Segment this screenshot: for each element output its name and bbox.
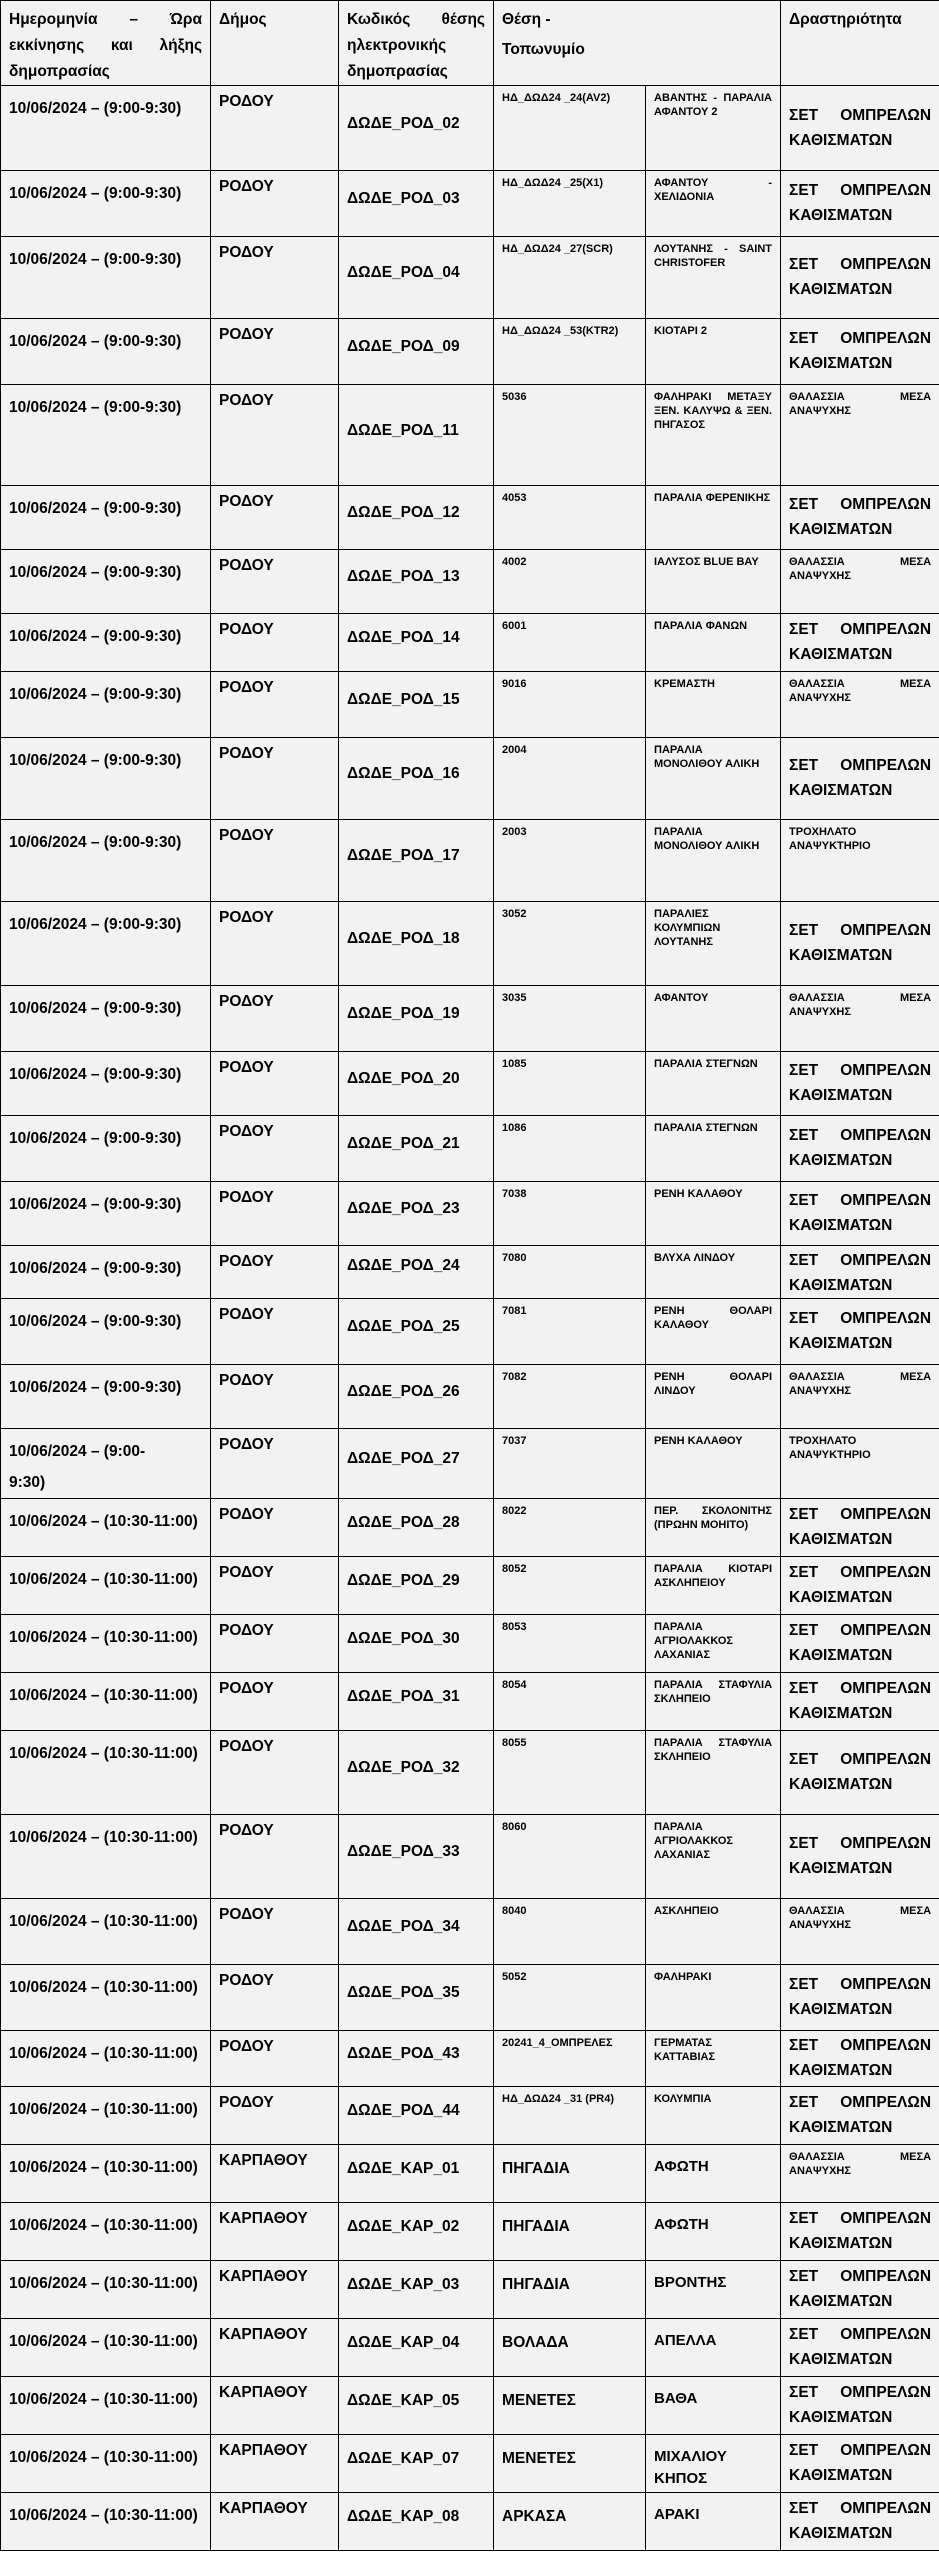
cell-date: 10/06/2024 – (10:30-11:00) [1, 2145, 211, 2203]
cell-activity: ΣΕΤ ΟΜΠΡΕΛΩΝ ΚΑΘΙΣΜΑΤΩΝ [781, 2493, 939, 2551]
cell-place: ΠΑΡΑΛΙΑ ΣΤΕΓΝΩΝ [646, 1052, 781, 1116]
cell-code: ΔΩΔΕ_ΡΟΔ_03 [339, 171, 494, 237]
cell-municipality: ΡΟΔΟΥ [211, 1052, 339, 1116]
cell-municipality: ΡΟΔΟΥ [211, 738, 339, 820]
cell-position: 20241_4_ΟΜΠΡΕΛΕΣ [494, 2031, 646, 2087]
cell-code: ΔΩΔΕ_ΡΟΔ_27 [339, 1429, 494, 1499]
cell-place: ΛΟΥΤΑΝΗΣ - SAINT CHRISTOFER [646, 237, 781, 319]
cell-position: 9016 [494, 672, 646, 738]
table-row [1, 986, 939, 1052]
cell-date: 10/06/2024 – (10:30-11:00) [1, 1815, 211, 1899]
cell-code: ΔΩΔΕ_ΚΑΡ_02 [339, 2203, 494, 2261]
cell-activity: ΣΕΤ ΟΜΠΡΕΛΩΝ ΚΑΘΙΣΜΑΤΩΝ [781, 319, 939, 385]
cell-date: 10/06/2024 – (10:30-11:00) [1, 2203, 211, 2261]
table-row [1, 1557, 939, 1615]
cell-position: 5036 [494, 385, 646, 486]
cell-municipality: ΡΟΔΟΥ [211, 1499, 339, 1557]
cell-municipality: ΡΟΔΟΥ [211, 1299, 339, 1365]
cell-place: ΓΕΡΜΑΤΑΣ ΚΑΤΤΑΒΙΑΣ [646, 2031, 781, 2087]
table-row [1, 1673, 939, 1731]
table-row [1, 1899, 939, 1965]
cell-activity: ΣΕΤ ΟΜΠΡΕΛΩΝ ΚΑΘΙΣΜΑΤΩΝ [781, 2261, 939, 2319]
header-date: Ημερομηνία – Ώρα εκκίνησης και λήξης δημοπρασίας [1, 1, 211, 86]
cell-place: ΠΑΡΑΛΙΑ ΜΟΝΟΛΙΘΟΥ ΑΛΙΚΗ [646, 738, 781, 820]
table-row [1, 2377, 939, 2435]
cell-activity: ΣΕΤ ΟΜΠΡΕΛΩΝ ΚΑΘΙΣΜΑΤΩΝ [781, 1965, 939, 2031]
cell-date: 10/06/2024 – (10:30-11:00) [1, 1965, 211, 2031]
cell-activity: ΘΑΛΑΣΣΙΑ ΜΕΣΑ ΑΝΑΨΥΧΗΣ [781, 672, 939, 738]
cell-activity: ΣΕΤ ΟΜΠΡΕΛΩΝ ΚΑΘΙΣΜΑΤΩΝ [781, 2203, 939, 2261]
cell-position: 4002 [494, 550, 646, 614]
table-row [1, 550, 939, 614]
cell-activity: ΣΕΤ ΟΜΠΡΕΛΩΝ ΚΑΘΙΣΜΑΤΩΝ [781, 2377, 939, 2435]
table-row [1, 2435, 939, 2493]
cell-activity: ΘΑΛΑΣΣΙΑ ΜΕΣΑ ΑΝΑΨΥΧΗΣ [781, 385, 939, 486]
table-row [1, 672, 939, 738]
cell-code: ΔΩΔΕ_ΡΟΔ_12 [339, 486, 494, 550]
cell-date: 10/06/2024 – (10:30-11:00) [1, 1499, 211, 1557]
header-activity: Δραστηριότητα [781, 1, 939, 86]
cell-place: ΑΦΑΝΤΟΥ - ΧΕΛΙΔΟΝΙΑ [646, 171, 781, 237]
cell-place: ΠΑΡΑΛΙΑ ΜΟΝΟΛΙΘΟΥ ΑΛΙΚΗ [646, 820, 781, 902]
cell-municipality: ΡΟΔΟΥ [211, 820, 339, 902]
cell-municipality: ΡΟΔΟΥ [211, 2031, 339, 2087]
cell-position: ΗΔ_ΔΩΔ24 _25(X1) [494, 171, 646, 237]
cell-place: ΒΑΘΑ [646, 2377, 781, 2435]
cell-position: ΒΟΛΑΔΑ [494, 2319, 646, 2377]
cell-activity: ΘΑΛΑΣΣΙΑ ΜΕΣΑ ΑΝΑΨΥΧΗΣ [781, 1899, 939, 1965]
cell-position: 7081 [494, 1299, 646, 1365]
cell-position: 3035 [494, 986, 646, 1052]
cell-date: 10/06/2024 – (9:00-9:30) [1, 1246, 211, 1299]
cell-municipality: ΡΟΔΟΥ [211, 902, 339, 986]
cell-place: ΡΕΝΗ ΚΑΛΑΘΟΥ [646, 1429, 781, 1499]
cell-activity: ΣΕΤ ΟΜΠΡΕΛΩΝ ΚΑΘΙΣΜΑΤΩΝ [781, 902, 939, 986]
cell-code: ΔΩΔΕ_ΚΑΡ_03 [339, 2261, 494, 2319]
cell-municipality: ΡΟΔΟΥ [211, 1182, 339, 1246]
cell-date: 10/06/2024 – (10:30-11:00) [1, 1557, 211, 1615]
table-row [1, 1246, 939, 1299]
cell-municipality: ΚΑΡΠΑΘΟΥ [211, 2377, 339, 2435]
cell-code: ΔΩΔΕ_ΡΟΔ_35 [339, 1965, 494, 2031]
cell-municipality: ΡΟΔΟΥ [211, 1246, 339, 1299]
cell-date: 10/06/2024 – (9:00-9:30) [1, 738, 211, 820]
cell-activity: ΣΕΤ ΟΜΠΡΕΛΩΝ ΚΑΘΙΣΜΑΤΩΝ [781, 1731, 939, 1815]
cell-municipality: ΡΟΔΟΥ [211, 2087, 339, 2145]
cell-position: ΜΕΝΕΤΕΣ [494, 2377, 646, 2435]
cell-date: 10/06/2024 – (9:00- 9:30) [1, 1429, 211, 1499]
cell-place: ΠΕΡ. ΣΚΟΛΟΝΙΤΗΣ (ΠΡΩΗΝ ΜΟΗΙΤΟ) [646, 1499, 781, 1557]
cell-date: 10/06/2024 – (9:00-9:30) [1, 1116, 211, 1182]
cell-place: ΑΦΩΤΗ [646, 2203, 781, 2261]
cell-date: 10/06/2024 – (10:30-11:00) [1, 1673, 211, 1731]
cell-place: ΠΑΡΑΛΙΑ ΦΑΝΩΝ [646, 614, 781, 672]
cell-code: ΔΩΔΕ_ΡΟΔ_34 [339, 1899, 494, 1965]
cell-code: ΔΩΔΕ_ΚΑΡ_07 [339, 2435, 494, 2493]
cell-date: 10/06/2024 – (9:00-9:30) [1, 319, 211, 385]
cell-position: 8040 [494, 1899, 646, 1965]
cell-code: ΔΩΔΕ_ΡΟΔ_33 [339, 1815, 494, 1899]
cell-place: ΑΦΩΤΗ [646, 2145, 781, 2203]
cell-code: ΔΩΔΕ_ΡΟΔ_23 [339, 1182, 494, 1246]
table-row [1, 2319, 939, 2377]
cell-place: ΑΦΑΝΤΟΥ [646, 986, 781, 1052]
cell-date: 10/06/2024 – (10:30-11:00) [1, 1899, 211, 1965]
cell-code: ΔΩΔΕ_ΡΟΔ_44 [339, 2087, 494, 2145]
cell-code: ΔΩΔΕ_ΡΟΔ_28 [339, 1499, 494, 1557]
cell-place: ΑΣΚΛΗΠΕΙΟ [646, 1899, 781, 1965]
cell-place: ΠΑΡΑΛΙΑ ΣΤΕΓΝΩΝ [646, 1116, 781, 1182]
cell-activity: ΘΑΛΑΣΣΙΑ ΜΕΣΑ ΑΝΑΨΥΧΗΣ [781, 1365, 939, 1429]
header-municipality: Δήμος [211, 1, 339, 86]
table-row [1, 2493, 939, 2551]
cell-position: ΗΔ_ΔΩΔ24 _31 (PR4) [494, 2087, 646, 2145]
table-row [1, 2145, 939, 2203]
cell-code: ΔΩΔΕ_ΡΟΔ_17 [339, 820, 494, 902]
cell-activity: ΣΕΤ ΟΜΠΡΕΛΩΝ ΚΑΘΙΣΜΑΤΩΝ [781, 2031, 939, 2087]
cell-place: ΦΑΛΗΡΑΚΙ [646, 1965, 781, 2031]
cell-date: 10/06/2024 – (9:00-9:30) [1, 86, 211, 171]
cell-position: 2003 [494, 820, 646, 902]
header-code: Κωδικός θέσης ηλεκτρονικής δημοπρασίας [339, 1, 494, 86]
cell-place: ΠΑΡΑΛΙΑ ΚΙΟΤΑΡΙ ΑΣΚΛΗΠΕΙΟΥ [646, 1557, 781, 1615]
cell-code: ΔΩΔΕ_ΚΑΡ_01 [339, 2145, 494, 2203]
cell-municipality: ΡΟΔΟΥ [211, 986, 339, 1052]
cell-municipality: ΚΑΡΠΑΘΟΥ [211, 2203, 339, 2261]
cell-place: ΑΡΑΚΙ [646, 2493, 781, 2551]
cell-code: ΔΩΔΕ_ΡΟΔ_13 [339, 550, 494, 614]
table-row [1, 1429, 939, 1499]
table-row [1, 1815, 939, 1899]
cell-date: 10/06/2024 – (9:00-9:30) [1, 1365, 211, 1429]
cell-municipality: ΡΟΔΟΥ [211, 486, 339, 550]
cell-activity: ΘΑΛΑΣΣΙΑ ΜΕΣΑ ΑΝΑΨΥΧΗΣ [781, 2145, 939, 2203]
cell-place: ΠΑΡΑΛΙΑ ΦΕΡΕΝΙΚΗΣ [646, 486, 781, 550]
table-header-row [1, 1, 939, 86]
cell-municipality: ΡΟΔΟΥ [211, 614, 339, 672]
cell-activity: ΣΕΤ ΟΜΠΡΕΛΩΝ ΚΑΘΙΣΜΑΤΩΝ [781, 1615, 939, 1673]
cell-date: 10/06/2024 – (10:30-11:00) [1, 1731, 211, 1815]
cell-date: 10/06/2024 – (10:30-11:00) [1, 2261, 211, 2319]
table-row [1, 1182, 939, 1246]
cell-place: ΚΙΟΤΑΡΙ 2 [646, 319, 781, 385]
cell-place: ΑΒΑΝΤΗΣ - ΠΑΡΑΛΙΑ ΑΦΑΝΤΟΥ 2 [646, 86, 781, 171]
cell-date: 10/06/2024 – (10:30-11:00) [1, 2031, 211, 2087]
table-row [1, 237, 939, 319]
cell-date: 10/06/2024 – (9:00-9:30) [1, 902, 211, 986]
cell-code: ΔΩΔΕ_ΡΟΔ_32 [339, 1731, 494, 1815]
cell-municipality: ΡΟΔΟΥ [211, 1365, 339, 1429]
cell-municipality: ΡΟΔΟΥ [211, 1615, 339, 1673]
table-row [1, 2203, 939, 2261]
cell-code: ΔΩΔΕ_ΡΟΔ_29 [339, 1557, 494, 1615]
table-row [1, 1965, 939, 2031]
cell-code: ΔΩΔΕ_ΡΟΔ_09 [339, 319, 494, 385]
table-row [1, 2087, 939, 2145]
table-row [1, 820, 939, 902]
cell-place: ΒΛΥΧΑ ΛΙΝΔΟΥ [646, 1246, 781, 1299]
cell-position: ΠΗΓΑΔΙΑ [494, 2145, 646, 2203]
table-row [1, 614, 939, 672]
table-row [1, 2261, 939, 2319]
cell-code: ΔΩΔΕ_ΡΟΔ_04 [339, 237, 494, 319]
cell-municipality: ΚΑΡΠΑΘΟΥ [211, 2435, 339, 2493]
cell-place: ΑΠΕΛΛΑ [646, 2319, 781, 2377]
cell-place: ΠΑΡΑΛΙΑ ΑΓΡΙΟΛΑΚΚΟΣ ΛΑΧΑΝΙΑΣ [646, 1615, 781, 1673]
cell-date: 10/06/2024 – (10:30-11:00) [1, 2377, 211, 2435]
cell-date: 10/06/2024 – (10:30-11:00) [1, 2493, 211, 2551]
cell-code: ΔΩΔΕ_ΡΟΔ_31 [339, 1673, 494, 1731]
cell-activity: ΣΕΤ ΟΜΠΡΕΛΩΝ ΚΑΘΙΣΜΑΤΩΝ [781, 1052, 939, 1116]
cell-activity: ΣΕΤ ΟΜΠΡΕΛΩΝ ΚΑΘΙΣΜΑΤΩΝ [781, 1246, 939, 1299]
cell-date: 10/06/2024 – (9:00-9:30) [1, 385, 211, 486]
cell-activity: ΣΕΤ ΟΜΠΡΕΛΩΝ ΚΑΘΙΣΜΑΤΩΝ [781, 1815, 939, 1899]
cell-municipality: ΡΟΔΟΥ [211, 171, 339, 237]
cell-position: 3052 [494, 902, 646, 986]
cell-place: ΜΙΧΑΛΙΟΥ ΚΗΠΟΣ [646, 2435, 781, 2493]
table-row [1, 738, 939, 820]
table-row [1, 1299, 939, 1365]
cell-municipality: ΡΟΔΟΥ [211, 86, 339, 171]
cell-place: ΠΑΡΑΛΙΑ ΣΤΑΦΥΛΙΑ ΣΚΛΗΠΕΙΟ [646, 1731, 781, 1815]
cell-code: ΔΩΔΕ_ΡΟΔ_18 [339, 902, 494, 986]
cell-date: 10/06/2024 – (9:00-9:30) [1, 486, 211, 550]
cell-municipality: ΡΟΔΟΥ [211, 1815, 339, 1899]
cell-municipality: ΡΟΔΟΥ [211, 550, 339, 614]
cell-municipality: ΡΟΔΟΥ [211, 237, 339, 319]
cell-activity: ΣΕΤ ΟΜΠΡΕΛΩΝ ΚΑΘΙΣΜΑΤΩΝ [781, 486, 939, 550]
cell-activity: ΣΕΤ ΟΜΠΡΕΛΩΝ ΚΑΘΙΣΜΑΤΩΝ [781, 1299, 939, 1365]
table-row [1, 2031, 939, 2087]
cell-place: ΠΑΡΑΛΙΑ ΑΓΡΙΟΛΑΚΚΟΣ ΛΑΧΑΝΙΑΣ [646, 1815, 781, 1899]
cell-municipality: ΡΟΔΟΥ [211, 1557, 339, 1615]
cell-position: 8053 [494, 1615, 646, 1673]
cell-position: 8054 [494, 1673, 646, 1731]
cell-place: ΙΑΛΥΣΟΣ BLUE BAY [646, 550, 781, 614]
cell-municipality: ΚΑΡΠΑΘΟΥ [211, 2145, 339, 2203]
cell-position: 7037 [494, 1429, 646, 1499]
cell-place: ΠΑΡΑΛΙΕΣ ΚΟΛΥΜΠΙΩΝ ΛΟΥΤΑΝΗΣ [646, 902, 781, 986]
cell-code: ΔΩΔΕ_ΡΟΔ_20 [339, 1052, 494, 1116]
cell-position: ΜΕΝΕΤΕΣ [494, 2435, 646, 2493]
table-row [1, 1116, 939, 1182]
cell-place: ΡΕΝΗ ΘΟΛΑΡΙ ΚΑΛΑΘΟΥ [646, 1299, 781, 1365]
cell-municipality: ΡΟΔΟΥ [211, 672, 339, 738]
table-row [1, 1615, 939, 1673]
cell-code: ΔΩΔΕ_ΡΟΔ_11 [339, 385, 494, 486]
table-row [1, 319, 939, 385]
cell-date: 10/06/2024 – (9:00-9:30) [1, 820, 211, 902]
cell-code: ΔΩΔΕ_ΡΟΔ_30 [339, 1615, 494, 1673]
cell-position: ΠΗΓΑΔΙΑ [494, 2203, 646, 2261]
table-row [1, 486, 939, 550]
cell-activity: ΣΕΤ ΟΜΠΡΕΛΩΝ ΚΑΘΙΣΜΑΤΩΝ [781, 1116, 939, 1182]
cell-municipality: ΡΟΔΟΥ [211, 385, 339, 486]
cell-date: 10/06/2024 – (9:00-9:30) [1, 237, 211, 319]
cell-place: ΠΑΡΑΛΙΑ ΣΤΑΦΥΛΙΑ ΣΚΛΗΠΕΙΟ [646, 1673, 781, 1731]
cell-place: ΦΑΛΗΡΑΚΙ ΜΕΤΑΞΥ ΞΕΝ. ΚΑΛΥΨΩ & ΞΕΝ. ΠΗΓΑΣΟΣ [646, 385, 781, 486]
cell-place: ΡΕΝΗ ΚΑΛΑΘΟΥ [646, 1182, 781, 1246]
cell-code: ΔΩΔΕ_ΡΟΔ_25 [339, 1299, 494, 1365]
cell-municipality: ΚΑΡΠΑΘΟΥ [211, 2261, 339, 2319]
cell-activity: ΣΕΤ ΟΜΠΡΕΛΩΝ ΚΑΘΙΣΜΑΤΩΝ [781, 738, 939, 820]
cell-place: ΡΕΝΗ ΘΟΛΑΡΙ ΛΙΝΔΟΥ [646, 1365, 781, 1429]
cell-activity: ΣΕΤ ΟΜΠΡΕΛΩΝ ΚΑΘΙΣΜΑΤΩΝ [781, 1557, 939, 1615]
cell-date: 10/06/2024 – (10:30-11:00) [1, 2319, 211, 2377]
cell-date: 10/06/2024 – (9:00-9:30) [1, 672, 211, 738]
cell-activity: ΤΡΟΧΗΛΑΤΟ ΑΝΑΨΥΚΤΗΡΙΟ [781, 1429, 939, 1499]
cell-municipality: ΚΑΡΠΑΘΟΥ [211, 2319, 339, 2377]
cell-activity: ΘΑΛΑΣΣΙΑ ΜΕΣΑ ΑΝΑΨΥΧΗΣ [781, 986, 939, 1052]
cell-position: ΗΔ_ΔΩΔ24 _24(AV2) [494, 86, 646, 171]
table-row [1, 86, 939, 171]
cell-position: ΗΔ_ΔΩΔ24 _53(KTR2) [494, 319, 646, 385]
cell-activity: ΣΕΤ ΟΜΠΡΕΛΩΝ ΚΑΘΙΣΜΑΤΩΝ [781, 86, 939, 171]
cell-municipality: ΡΟΔΟΥ [211, 1673, 339, 1731]
cell-code: ΔΩΔΕ_ΡΟΔ_16 [339, 738, 494, 820]
cell-date: 10/06/2024 – (9:00-9:30) [1, 1052, 211, 1116]
cell-date: 10/06/2024 – (9:00-9:30) [1, 1299, 211, 1365]
cell-code: ΔΩΔΕ_ΡΟΔ_21 [339, 1116, 494, 1182]
cell-position: 5052 [494, 1965, 646, 2031]
cell-place: ΚΡΕΜΑΣΤΗ [646, 672, 781, 738]
cell-activity: ΣΕΤ ΟΜΠΡΕΛΩΝ ΚΑΘΙΣΜΑΤΩΝ [781, 2435, 939, 2493]
cell-date: 10/06/2024 – (9:00-9:30) [1, 986, 211, 1052]
cell-position: 7080 [494, 1246, 646, 1299]
cell-place: ΚΟΛΥΜΠΙΑ [646, 2087, 781, 2145]
cell-activity: ΣΕΤ ΟΜΠΡΕΛΩΝ ΚΑΘΙΣΜΑΤΩΝ [781, 2319, 939, 2377]
table-row [1, 1731, 939, 1815]
cell-municipality: ΡΟΔΟΥ [211, 1116, 339, 1182]
cell-municipality: ΡΟΔΟΥ [211, 1899, 339, 1965]
cell-date: 10/06/2024 – (10:30-11:00) [1, 2087, 211, 2145]
table-row [1, 902, 939, 986]
cell-position: 7038 [494, 1182, 646, 1246]
cell-position: 1086 [494, 1116, 646, 1182]
cell-position: 8060 [494, 1815, 646, 1899]
cell-position: ΠΗΓΑΔΙΑ [494, 2261, 646, 2319]
cell-position: ΑΡΚΑΣΑ [494, 2493, 646, 2551]
cell-position: 1085 [494, 1052, 646, 1116]
cell-code: ΔΩΔΕ_ΡΟΔ_15 [339, 672, 494, 738]
cell-position: 7082 [494, 1365, 646, 1429]
cell-date: 10/06/2024 – (9:00-9:30) [1, 1182, 211, 1246]
cell-municipality: ΡΟΔΟΥ [211, 1429, 339, 1499]
table-row [1, 1365, 939, 1429]
cell-activity: ΣΕΤ ΟΜΠΡΕΛΩΝ ΚΑΘΙΣΜΑΤΩΝ [781, 1673, 939, 1731]
table-row [1, 385, 939, 486]
cell-activity: ΤΡΟΧΗΛΑΤΟ ΑΝΑΨΥΚΤΗΡΙΟ [781, 820, 939, 902]
table-row [1, 171, 939, 237]
cell-position: 2004 [494, 738, 646, 820]
table-row [1, 1499, 939, 1557]
cell-date: 10/06/2024 – (9:00-9:30) [1, 550, 211, 614]
cell-place: ΒΡΟΝΤΗΣ [646, 2261, 781, 2319]
cell-code: ΔΩΔΕ_ΚΑΡ_04 [339, 2319, 494, 2377]
cell-position: ΗΔ_ΔΩΔ24 _27(SCR) [494, 237, 646, 319]
cell-position: 8022 [494, 1499, 646, 1557]
header-position: Θέση - Τοπωνυμίο [494, 1, 781, 86]
cell-date: 10/06/2024 – (9:00-9:30) [1, 614, 211, 672]
cell-date: 10/06/2024 – (9:00-9:30) [1, 171, 211, 237]
cell-activity: ΣΕΤ ΟΜΠΡΕΛΩΝ ΚΑΘΙΣΜΑΤΩΝ [781, 2087, 939, 2145]
cell-code: ΔΩΔΕ_ΡΟΔ_19 [339, 986, 494, 1052]
cell-municipality: ΡΟΔΟΥ [211, 319, 339, 385]
cell-activity: ΣΕΤ ΟΜΠΡΕΛΩΝ ΚΑΘΙΣΜΑΤΩΝ [781, 614, 939, 672]
cell-code: ΔΩΔΕ_ΡΟΔ_26 [339, 1365, 494, 1429]
cell-date: 10/06/2024 – (10:30-11:00) [1, 1615, 211, 1673]
cell-activity: ΘΑΛΑΣΣΙΑ ΜΕΣΑ ΑΝΑΨΥΧΗΣ [781, 550, 939, 614]
cell-code: ΔΩΔΕ_ΡΟΔ_24 [339, 1246, 494, 1299]
cell-activity: ΣΕΤ ΟΜΠΡΕΛΩΝ ΚΑΘΙΣΜΑΤΩΝ [781, 171, 939, 237]
cell-code: ΔΩΔΕ_ΡΟΔ_02 [339, 86, 494, 171]
cell-activity: ΣΕΤ ΟΜΠΡΕΛΩΝ ΚΑΘΙΣΜΑΤΩΝ [781, 1182, 939, 1246]
cell-position: 8052 [494, 1557, 646, 1615]
cell-code: ΔΩΔΕ_ΚΑΡ_05 [339, 2377, 494, 2435]
cell-municipality: ΡΟΔΟΥ [211, 1731, 339, 1815]
cell-position: 4053 [494, 486, 646, 550]
table-row [1, 1052, 939, 1116]
cell-position: 8055 [494, 1731, 646, 1815]
cell-code: ΔΩΔΕ_ΡΟΔ_14 [339, 614, 494, 672]
cell-activity: ΣΕΤ ΟΜΠΡΕΛΩΝ ΚΑΘΙΣΜΑΤΩΝ [781, 237, 939, 319]
cell-date: 10/06/2024 – (10:30-11:00) [1, 2435, 211, 2493]
cell-activity: ΣΕΤ ΟΜΠΡΕΛΩΝ ΚΑΘΙΣΜΑΤΩΝ [781, 1499, 939, 1557]
cell-municipality: ΚΑΡΠΑΘΟΥ [211, 2493, 339, 2551]
cell-position: 6001 [494, 614, 646, 672]
cell-municipality: ΡΟΔΟΥ [211, 1965, 339, 2031]
cell-code: ΔΩΔΕ_ΡΟΔ_43 [339, 2031, 494, 2087]
cell-code: ΔΩΔΕ_ΚΑΡ_08 [339, 2493, 494, 2551]
